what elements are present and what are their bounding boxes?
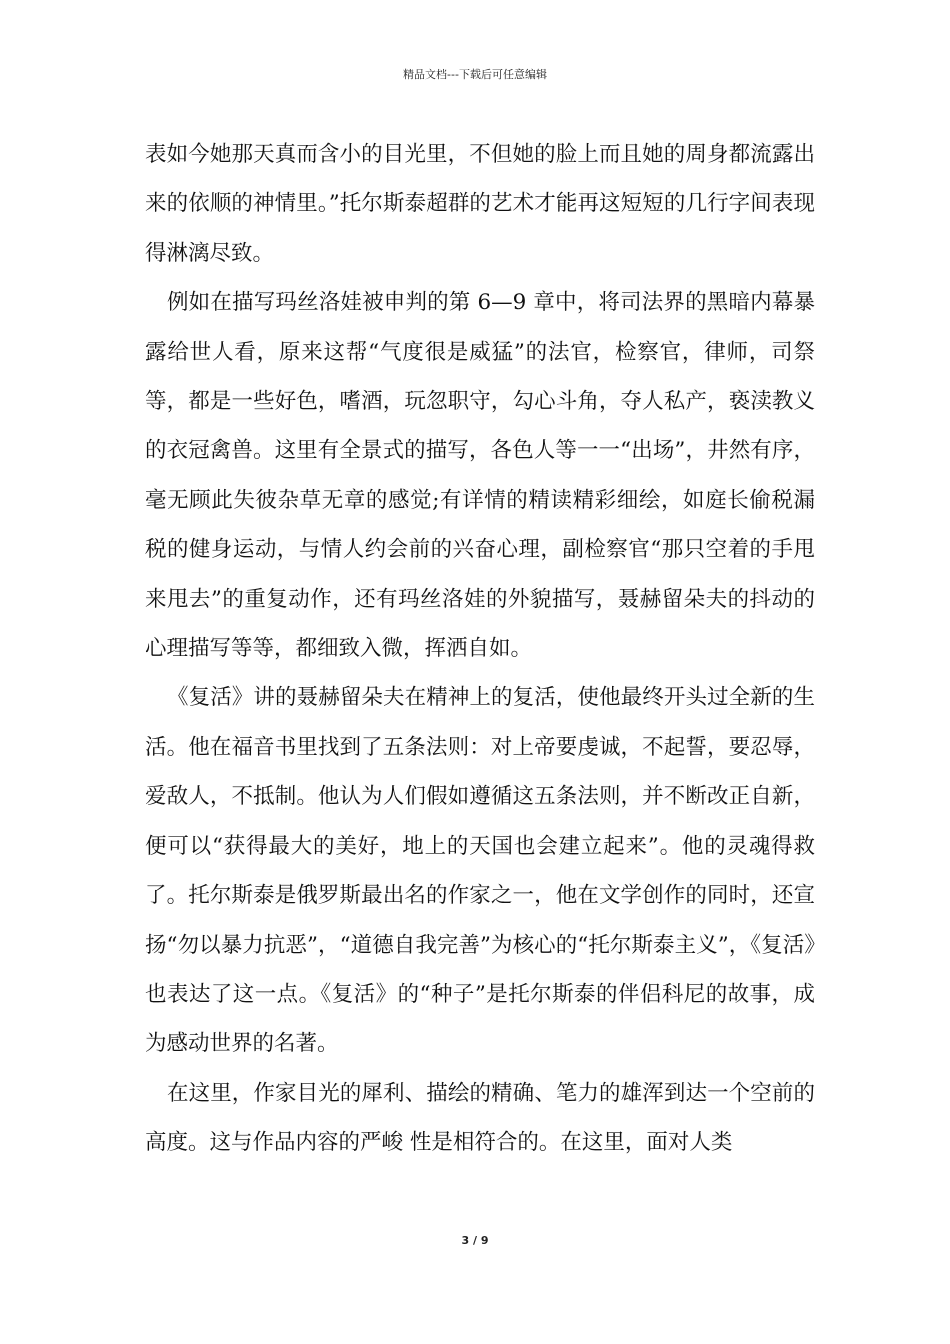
paragraph-4: 在这里，作家目光的犀利、描绘的精确、笔力的雄浑到达一个空前的高度。这与作品内容的严峻 性是相符合的。在这里，面对人类 bbox=[145, 1080, 815, 1156]
document-body bbox=[145, 130, 815, 1168]
page-header bbox=[0, 66, 950, 82]
header-text: 精品文档---下载后可任意编辑 bbox=[403, 68, 547, 81]
page-footer bbox=[0, 1234, 950, 1247]
paragraph-3: 《复活》讲的聂赫留朵夫在精神上的复活，使他最终开头过全新的生活。他在福音书里找到了五条法则：对上帝要虔诚，不起誓，要忍辱，爱敌人，不抵制。他认为人们假如遵循这五条法则，并不断改正自新，便可以“获得最大的美好，地上的天国也会建立起来”。他的灵魂得救了。托尔斯泰是俄罗斯最出名的作家之一，他在文学创作的同时，还宣扬“勿以暴力抗恶”，“道德自我完善”为核心的“托尔斯泰主义”，《复活》也表达了这一点。《复活》的“种子”是托尔斯泰的伴侣科尼的故事，成为感动世界的名著。 bbox=[145, 685, 815, 1057]
page-number: 3 / 9 bbox=[461, 1234, 489, 1247]
paragraph-2: 例如在描写玛丝洛娃被申判的第 6—9 章中，将司法界的黑暗内幕暴露给世人看，原来这帮“气度很是威猛”的法官，检察官，律师，司祭等，都是一些好色，嗜酒，玩忽职守，勾心斗角，夺人私产，亵渎教义的衣冠禽兽。这里有全景式的描写，各色人等一一“出场”，井然有序，毫无顾此失彼杂草无章的感觉;有详情的精读精彩细绘，如庭长偷税漏税的健身运动，与情人约会前的兴奋心理，副检察官“那只空着的手甩来甩去”的重复动作，还有玛丝洛娃的外貌描写，聂赫留朵夫的抖动的心理描写等等，都细致入微，挥洒自如。 bbox=[145, 290, 815, 662]
paragraph-1: 表如今她那天真而含小的目光里，不但她的脸上而且她的周身都流露出来的依顺的神情里。”托尔斯泰超群的艺术才能再这短短的几行字间表现得淋漓尽致。 bbox=[145, 142, 815, 266]
